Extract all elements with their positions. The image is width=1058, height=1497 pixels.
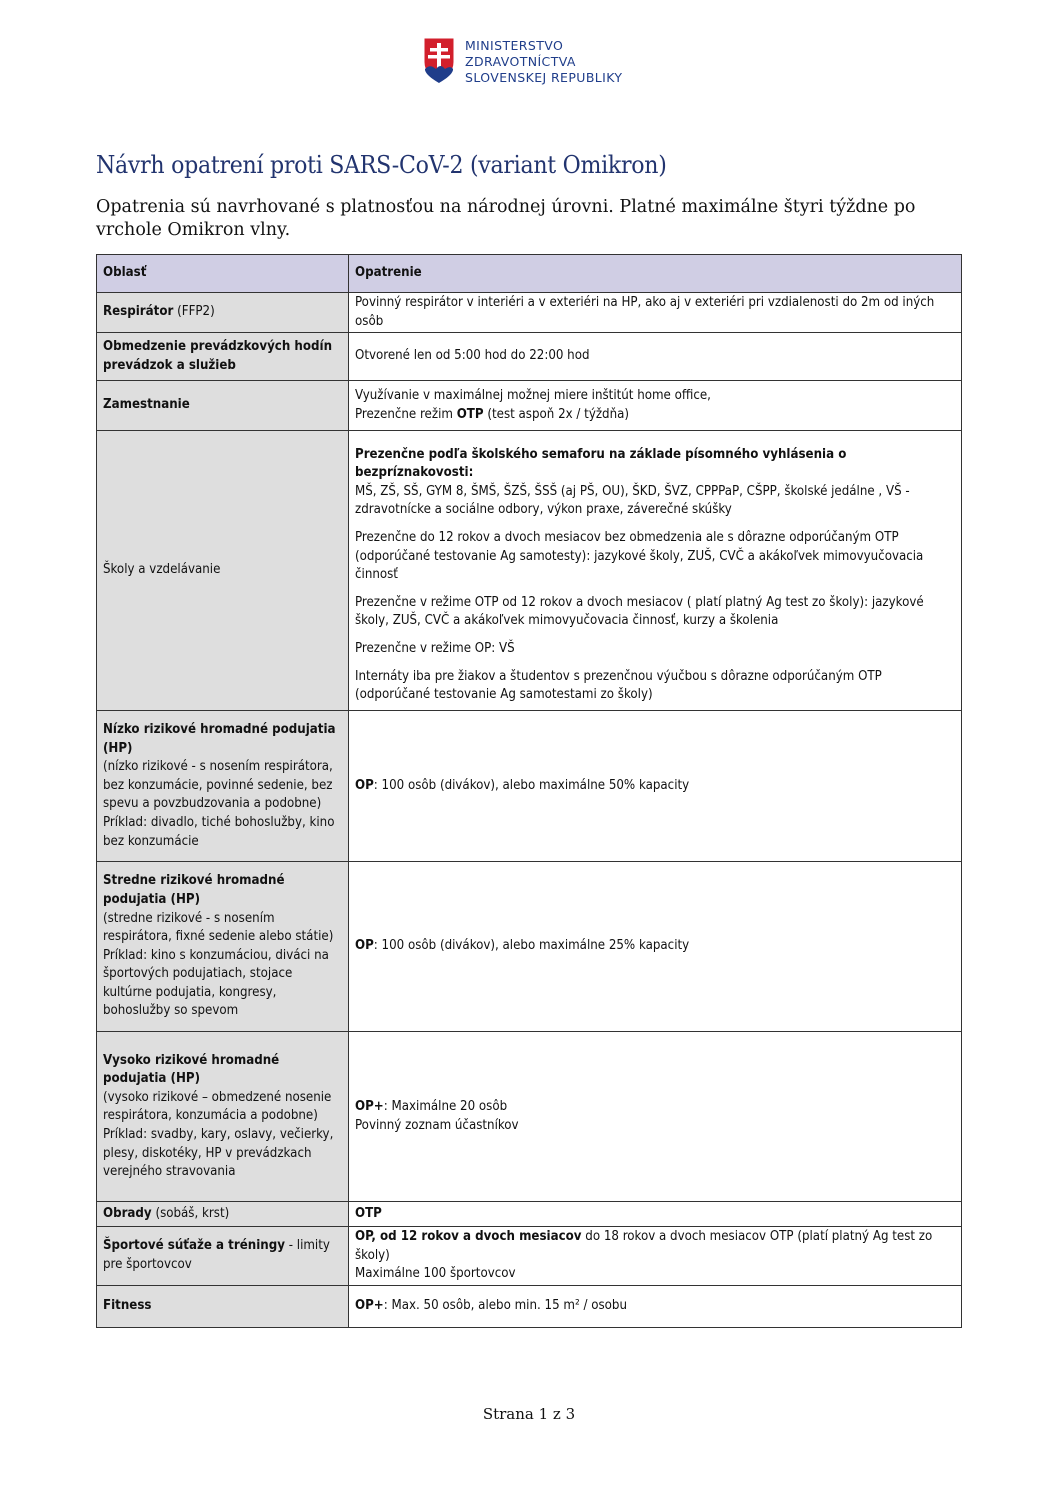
area-note: - limity pre športovcov — [103, 1238, 330, 1273]
area-title: Vysoko rizikové hromadné podujatia (HP) — [103, 1052, 280, 1087]
intro-paragraph: Opatrenia sú navrhované s platnosťou na národnej úrovni. Platné maximálne štyri týždne po vrchole Omikron vlny. — [96, 197, 916, 240]
measure-paragraph: Prezenčne podľa školského semaforu na základe písomného vyhlásenia o bezpríznakovosti: — [355, 446, 847, 481]
area-note: (sobáš, krst) — [151, 1205, 230, 1221]
measure-line: OP+: Maximálne 20 osôb — [355, 1099, 508, 1115]
area-note: (stredne rizikové - s nosením respirátora, fixné sedenie alebo státie) Príklad: kino s konzumáciou, diváci na športových podujatiach, stojace kultúrne podujatia, kongresy, bohoslužby so spevom — [103, 910, 334, 1019]
measure-line: Povinný zoznam účastníkov — [355, 1117, 519, 1133]
area-title: Športové súťaže a tréningy — [103, 1238, 285, 1254]
area-cell — [97, 1202, 349, 1227]
measure-cell: OTP — [349, 1202, 962, 1227]
table-row — [97, 431, 962, 711]
measure-cell: Povinný respirátor v interiéri a v exteriéri na HP, ako aj v exteriéri pri vzdialenosti do 2m od iných osôb — [349, 293, 962, 333]
table-row — [97, 293, 962, 333]
measure-paragraph: Prezenčne v režime OTP od 12 rokov a dvoch mesiacov ( platí platný Ag test zo školy): jazykové školy, ZUŠ, CVČ a akákoľvek mimovyučovacia činnosť, kurzy a školenia — [355, 594, 924, 629]
area-note: (vysoko rizikové – obmedzené nosenie respirátora, konzumácia a podobne) Príklad: svadby, kary, oslavy, večierky, plesy, diskotéky, HP v prevádzkach verejného stravovania — [103, 1089, 334, 1180]
area-title: Respirátor — [103, 304, 174, 320]
page-number: Strana 1 z 3 — [482, 1405, 576, 1423]
header-measure: Opatrenie — [349, 255, 962, 293]
area-cell — [97, 381, 349, 431]
logo-line-3: SLOVENSKEJ REPUBLIKY — [465, 70, 623, 85]
table-row — [97, 333, 962, 381]
logo-line-2: ZDRAVOTNÍCTVA — [465, 54, 576, 69]
document-title: Návrh opatrení proti SARS-CoV-2 (variant Omikron) — [96, 151, 667, 179]
area-note: (FFP2) — [173, 304, 215, 320]
table-row — [97, 711, 962, 862]
area-title: Fitness — [103, 1298, 152, 1314]
measure-cell — [349, 1032, 962, 1202]
table-row — [97, 1285, 962, 1327]
measures-table — [96, 254, 962, 1328]
ministry-logo — [422, 36, 622, 86]
header-area: Oblasť — [97, 255, 349, 293]
measure-line: OP, od 12 rokov a dvoch mesiacov do 18 rokov a dvoch mesiacov OTP (platí platný Ag test zo školy) — [355, 1229, 933, 1263]
measure-cell: OP: 100 osôb (divákov), alebo maximálne 50% kapacity — [349, 711, 962, 862]
area-title: Obrady — [103, 1205, 152, 1221]
table-row — [97, 862, 962, 1032]
measure-cell: OP: 100 osôb (divákov), alebo maximálne 25% kapacity — [349, 862, 962, 1032]
measure-paragraph: MŠ, ZŠ, SŠ, GYM 8, ŠMŠ, ŠZŠ, ŠSŠ (aj PŠ, OU), ŠKD, ŠVZ, CPPPaP, CŠPP, školské jedálne , VŠ - zdravotnícke a sociálne odbory, výkon praxe, záverečné skúšky — [355, 483, 910, 518]
table-row — [97, 1202, 962, 1227]
area-cell — [97, 293, 349, 333]
logo-line-1: MINISTERSTVO — [465, 38, 564, 53]
area-cell — [97, 333, 349, 381]
area-title: Zamestnanie — [103, 397, 190, 413]
area-cell — [97, 1032, 349, 1202]
measure-line: Maximálne 100 športovcov — [355, 1266, 516, 1282]
measure-line: Využívanie v maximálnej možnej miere inštitút home office, — [355, 388, 711, 404]
area-cell — [97, 431, 349, 711]
area-note: (nízko rizikové - s nosením respirátora, bez konzumácie, povinné sedenie, bez spevu a povzbudzovania a podobne) Príklad: divadlo, tiché bohoslužby, kino bez konzumácie — [103, 759, 335, 849]
area-cell — [97, 1227, 349, 1286]
area-cell — [97, 1285, 349, 1327]
area-cell — [97, 862, 349, 1032]
measure-cell — [349, 381, 962, 431]
area-title: Stredne rizikové hromadné podujatia (HP) — [103, 873, 285, 907]
area-cell — [97, 711, 349, 862]
area-title: Nízko rizikové hromadné podujatia (HP) — [103, 722, 336, 756]
area-title: Školy a vzdelávanie — [103, 562, 221, 578]
slovak-coat-of-arms-icon — [422, 36, 456, 84]
area-title: Obmedzenie prevádzkových hodín prevádzok a služieb — [103, 339, 333, 373]
measure-cell: OP+: Max. 50 osôb, alebo min. 15 m² / osobu — [349, 1285, 962, 1327]
measure-paragraph: Internáty iba pre žiakov a študentov s prezenčnou výučbou s dôrazne odporúčaným OTP (odporúčané testovanie Ag samotestami zo školy) — [355, 668, 882, 703]
measure-paragraph: Prezenčne v režime OP: VŠ — [355, 640, 515, 656]
measure-paragraph: Prezenčne do 12 rokov a dvoch mesiacov bez obmedzenia ale s dôrazne odporúčaným OTP (odporúčané testovanie Ag samotesty): jazykové školy, ZUŠ, CVČ a akákoľvek mimovyučovacia činnosť — [355, 530, 924, 583]
measure-line: Prezenčne režim OTP (test aspoň 2x / týždňa) — [355, 406, 630, 422]
measure-cell: Otvorené len od 5:00 hod do 22:00 hod — [349, 333, 962, 381]
measure-cell — [349, 431, 962, 711]
table-row — [97, 381, 962, 431]
measure-cell — [349, 1227, 962, 1286]
table-row — [97, 1032, 962, 1202]
table-header-row — [97, 255, 962, 293]
table-row — [97, 1227, 962, 1286]
